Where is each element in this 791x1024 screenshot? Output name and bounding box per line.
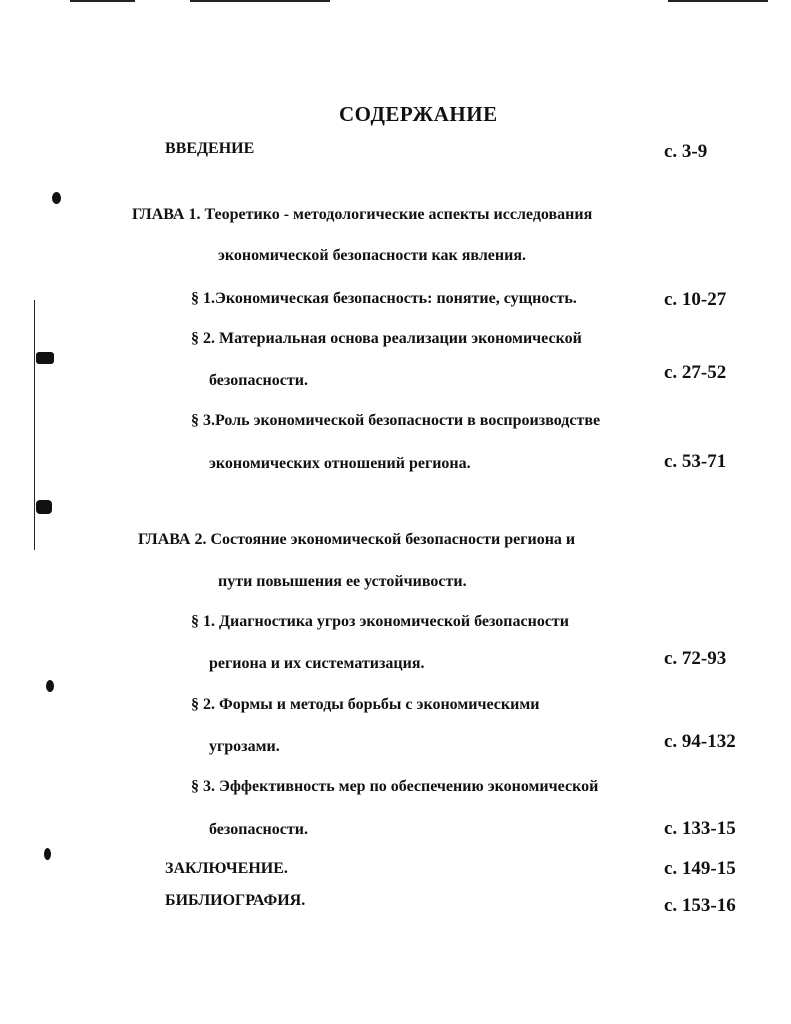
- chapter1-section2-line2: безопасности.: [209, 372, 308, 389]
- chapter1-section3-line2: экономических отношений региона.: [209, 455, 471, 472]
- conclusion-pages: с. 149-15: [664, 858, 736, 879]
- chapter1-section1-line1: § 1.Экономическая безопасность: понятие, сущность.: [191, 290, 577, 307]
- bibliography-label: БИБЛИОГРАФИЯ.: [165, 892, 306, 909]
- scan-top-line-right: [668, 0, 768, 2]
- chapter1-section2-line1: § 2. Материальная основа реализации экономической: [191, 330, 582, 347]
- chapter1-section1-pages: с. 10-27: [664, 289, 727, 310]
- conclusion-label: ЗАКЛЮЧЕНИЕ.: [165, 860, 288, 877]
- intro-pages: с. 3-9: [664, 141, 708, 162]
- scan-blot: [36, 352, 54, 364]
- page-title: СОДЕРЖАНИЕ: [339, 102, 498, 126]
- scan-blot: [44, 848, 51, 860]
- chapter2-section3-line1: § 3. Эффективность мер по обеспечению экономической: [191, 778, 599, 795]
- chapter2-section3-line2: безопасности.: [209, 821, 308, 838]
- chapter2-heading-line2: пути повышения ее устойчивости.: [218, 573, 467, 590]
- scan-blot: [52, 192, 61, 204]
- chapter1-section2-pages: с. 27-52: [664, 362, 727, 383]
- scan-blot: [46, 680, 54, 692]
- scan-top-line-left: [70, 0, 135, 2]
- scan-blot: [36, 500, 52, 514]
- chapter2-section1-pages: с. 72-93: [664, 648, 727, 669]
- chapter1-section3-pages: с. 53-71: [664, 451, 727, 472]
- chapter1-heading-line2: экономической безопасности как явления.: [218, 247, 526, 264]
- chapter2-section1-line2: региона и их систематизация.: [209, 655, 425, 672]
- intro-label: ВВЕДЕНИЕ: [165, 140, 255, 157]
- scan-left-edge: [34, 300, 35, 550]
- bibliography-pages: с. 153-16: [664, 895, 736, 916]
- chapter2-heading-line1: ГЛАВА 2. Состояние экономической безопасности региона и: [138, 531, 576, 548]
- chapter2-section1-line1: § 1. Диагностика угроз экономической безопасности: [191, 613, 570, 630]
- chapter2-section3-pages: с. 133-15: [664, 818, 736, 839]
- chapter2-section2-pages: с. 94-132: [664, 731, 736, 752]
- chapter2-section2-line2: угрозами.: [209, 738, 280, 755]
- scan-top-line-mid: [190, 0, 330, 2]
- chapter1-heading-line1: ГЛАВА 1. Теоретико - методологические аспекты исследования: [132, 206, 593, 223]
- chapter2-section2-line1: § 2. Формы и методы борьбы с экономическими: [191, 696, 540, 713]
- chapter1-section3-line1: § 3.Роль экономической безопасности в воспроизводстве: [191, 412, 601, 429]
